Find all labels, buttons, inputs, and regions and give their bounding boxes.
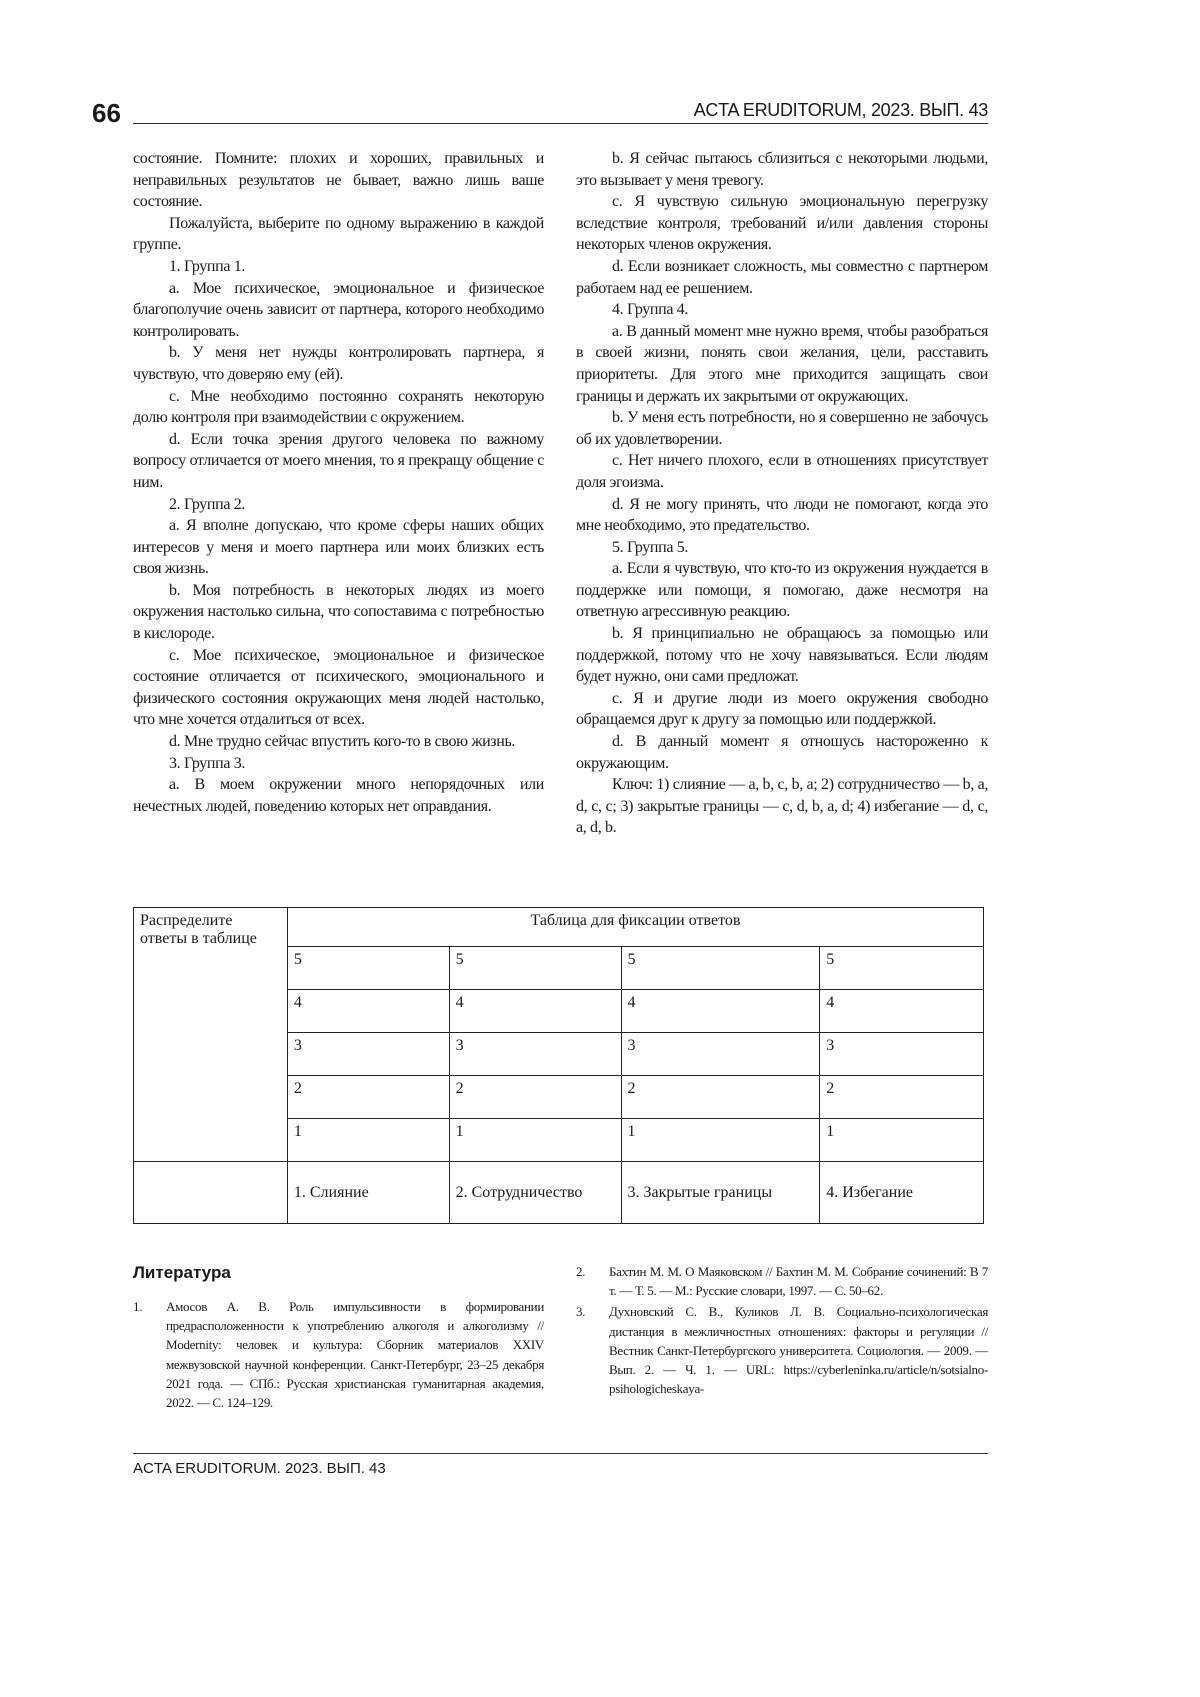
table-cell: 2 [621, 1076, 820, 1119]
table-cell: 5 [820, 947, 984, 990]
paragraph: d. Если точка зрения другого человека по важному вопросу отличается от моего мнения, то я прекращу общение с ним. [133, 429, 544, 494]
paragraph: d. В данный момент я отношусь настороженно к окружающим. [576, 731, 988, 774]
paragraph: 5. Группа 5. [576, 537, 988, 559]
paragraph: Ключ: 1) слияние — a, b, c, b, a; 2) сотрудничество — b, a, d, c, c; 3) закрытые границы — c, d, b, a, d; 4) избегание — d, c, a, d, b. [576, 774, 988, 839]
reference-text: Бахтин М. М. О Маяковском // Бахтин М. М. Собрание сочинений: В 7 т. — Т. 5. — М.: Русские словари, 1997. — С. 50–62. [609, 1262, 988, 1300]
table-title: Таблица для фиксации ответов [287, 908, 983, 947]
reference-item [133, 1297, 544, 1412]
table-cell: 2 [449, 1076, 621, 1119]
reference-item [576, 1262, 988, 1300]
paragraph: d. Я не могу принять, что люди не помогают, когда это мне необходимо, это предательство. [576, 494, 988, 537]
table-cell: 4 [621, 990, 820, 1033]
reference-number: 2. [576, 1262, 609, 1300]
table-cell: 1 [449, 1119, 621, 1162]
table-empty-cell [134, 1162, 288, 1224]
paragraph: c. Мне необходимо постоянно сохранять некоторую долю контроля при взаимодействии с окружением. [133, 386, 544, 429]
table-cell: 1 [287, 1119, 449, 1162]
table-cell: 5 [449, 947, 621, 990]
references-left [133, 1297, 544, 1414]
reference-text: Амосов А. В. Роль импульсивности в формировании предрасположенности к употреблению алкоголя и алкоголизму // Modernity: человек и культура: Сборник материалов XXIV межвузовской научной конференции. Санкт-Петербург, 23–25 декабря 2021 года. — СПб.: Русская христианская гуманитарная академия, 2022. — С. 124–129. [166, 1297, 544, 1412]
table-column-label: 3. Закрытые границы [621, 1162, 820, 1224]
reference-text: Духновский С. В., Куликов Л. В. Социально-психологическая дистанция в межличностных отношениях: факторы и регуляции // Вестник Санкт-Петербургского университета. Социология. — 2009. — Вып. 2. — Ч. 1. — URL: https://cyberleninka.ru/article/n/sotsialno-psihologicheskaya- [609, 1302, 988, 1398]
paragraph: a. В данный момент мне нужно время, чтобы разобраться в своей жизни, понять свои желания, цели, расставить приоритеты. Для этого мне приходится защищать свои границы и держать их закрытыми от окружающих. [576, 321, 988, 407]
paragraph: b. Я сейчас пытаюсь сблизиться с некоторыми людьми, это вызывает у меня тревогу. [576, 148, 988, 191]
left-column [133, 148, 544, 817]
footer-rule [133, 1453, 988, 1454]
table-cell: 5 [621, 947, 820, 990]
paragraph: c. Нет ничего плохого, если в отношениях присутствует доля эгоизма. [576, 450, 988, 493]
paragraph: 1. Группа 1. [133, 256, 544, 278]
table-cell: 4 [449, 990, 621, 1033]
paragraph: a. Мое психическое, эмоциональное и физическое благополучие очень зависит от партнера, которого необходимо контролировать. [133, 278, 544, 343]
table-cell: 1 [820, 1119, 984, 1162]
table-cell: 3 [621, 1033, 820, 1076]
table-cell: 3 [287, 1033, 449, 1076]
table-cell: 1 [621, 1119, 820, 1162]
answer-table [133, 907, 984, 1224]
document-page [0, 0, 1200, 1697]
reference-number: 1. [133, 1297, 166, 1412]
paragraph: d. Если возникает сложность, мы совместно с партнером работаем над ее решением. [576, 256, 988, 299]
paragraph: 2. Группа 2. [133, 494, 544, 516]
paragraph: 3. Группа 3. [133, 753, 544, 775]
table-cell: 3 [449, 1033, 621, 1076]
paragraph: c. Я и другие люди из моего окружения свободно обращаемся друг к другу за помощью или поддержкой. [576, 688, 988, 731]
references-right [576, 1262, 988, 1400]
paragraph: a. В моем окружении много непорядочных или нечестных людей, поведению которых нет оправдания. [133, 774, 544, 817]
table-cell: 3 [820, 1033, 984, 1076]
running-header: ACTA ERUDITORUM, 2023. ВЫП. 43 [694, 100, 988, 121]
right-column [576, 148, 988, 839]
references-heading: Литература [133, 1263, 231, 1283]
paragraph: Пожалуйста, выберите по одному выражению в каждой группе. [133, 213, 544, 256]
header-rule [133, 123, 988, 124]
paragraph: d. Мне трудно сейчас впустить кого-то в свою жизнь. [133, 731, 544, 753]
paragraph: b. Я принципиально не обращаюсь за помощью или поддержкой, потому что не хочу навязываться. Если людям будет нужно, они сами предложат. [576, 623, 988, 688]
paragraph: b. У меня есть потребности, но я совершенно не забочусь об их удовлетворении. [576, 407, 988, 450]
reference-item [576, 1302, 988, 1398]
paragraph: b. У меня нет нужды контролировать партнера, я чувствую, что доверяю ему (ей). [133, 342, 544, 385]
table-column-label: 2. Сотрудничество [449, 1162, 621, 1224]
paragraph: a. Если я чувствую, что кто-то из окружения нуждается в поддержке или помощи, я помогаю, даже несмотря на ответную агрессивную реакцию. [576, 558, 988, 623]
table-column-label: 4. Избегание [820, 1162, 984, 1224]
paragraph: c. Мое психическое, эмоциональное и физическое состояние отличается от психического, эмоционального и физического состояния окружающих меня людей настолько, что мне хочется отдалиться от всех. [133, 645, 544, 731]
paragraph: 4. Группа 4. [576, 299, 988, 321]
table-column-label: 1. Слияние [287, 1162, 449, 1224]
reference-number: 3. [576, 1302, 609, 1398]
table-cell: 4 [820, 990, 984, 1033]
table-cell: 4 [287, 990, 449, 1033]
table-left-label: Распределите ответы в таблице [134, 908, 288, 1162]
footer-text: ACTA ERUDITORUM. 2023. ВЫП. 43 [133, 1460, 386, 1477]
table-cell: 2 [287, 1076, 449, 1119]
page-number: 66 [92, 98, 121, 129]
paragraph: состояние. Помните: плохих и хороших, правильных и неправильных результатов не бывает, важно лишь ваше состояние. [133, 148, 544, 213]
paragraph: b. Моя потребность в некоторых людях из моего окружения настолько сильна, что сопоставима с потребностью в кислороде. [133, 580, 544, 645]
table-cell: 2 [820, 1076, 984, 1119]
table-cell: 5 [287, 947, 449, 990]
paragraph: c. Я чувствую сильную эмоциональную перегрузку вследствие контроля, требований и/или давления стороны некоторых членов окружения. [576, 191, 988, 256]
paragraph: a. Я вполне допускаю, что кроме сферы наших общих интересов у меня и моего партнера или моих близких есть своя жизнь. [133, 515, 544, 580]
